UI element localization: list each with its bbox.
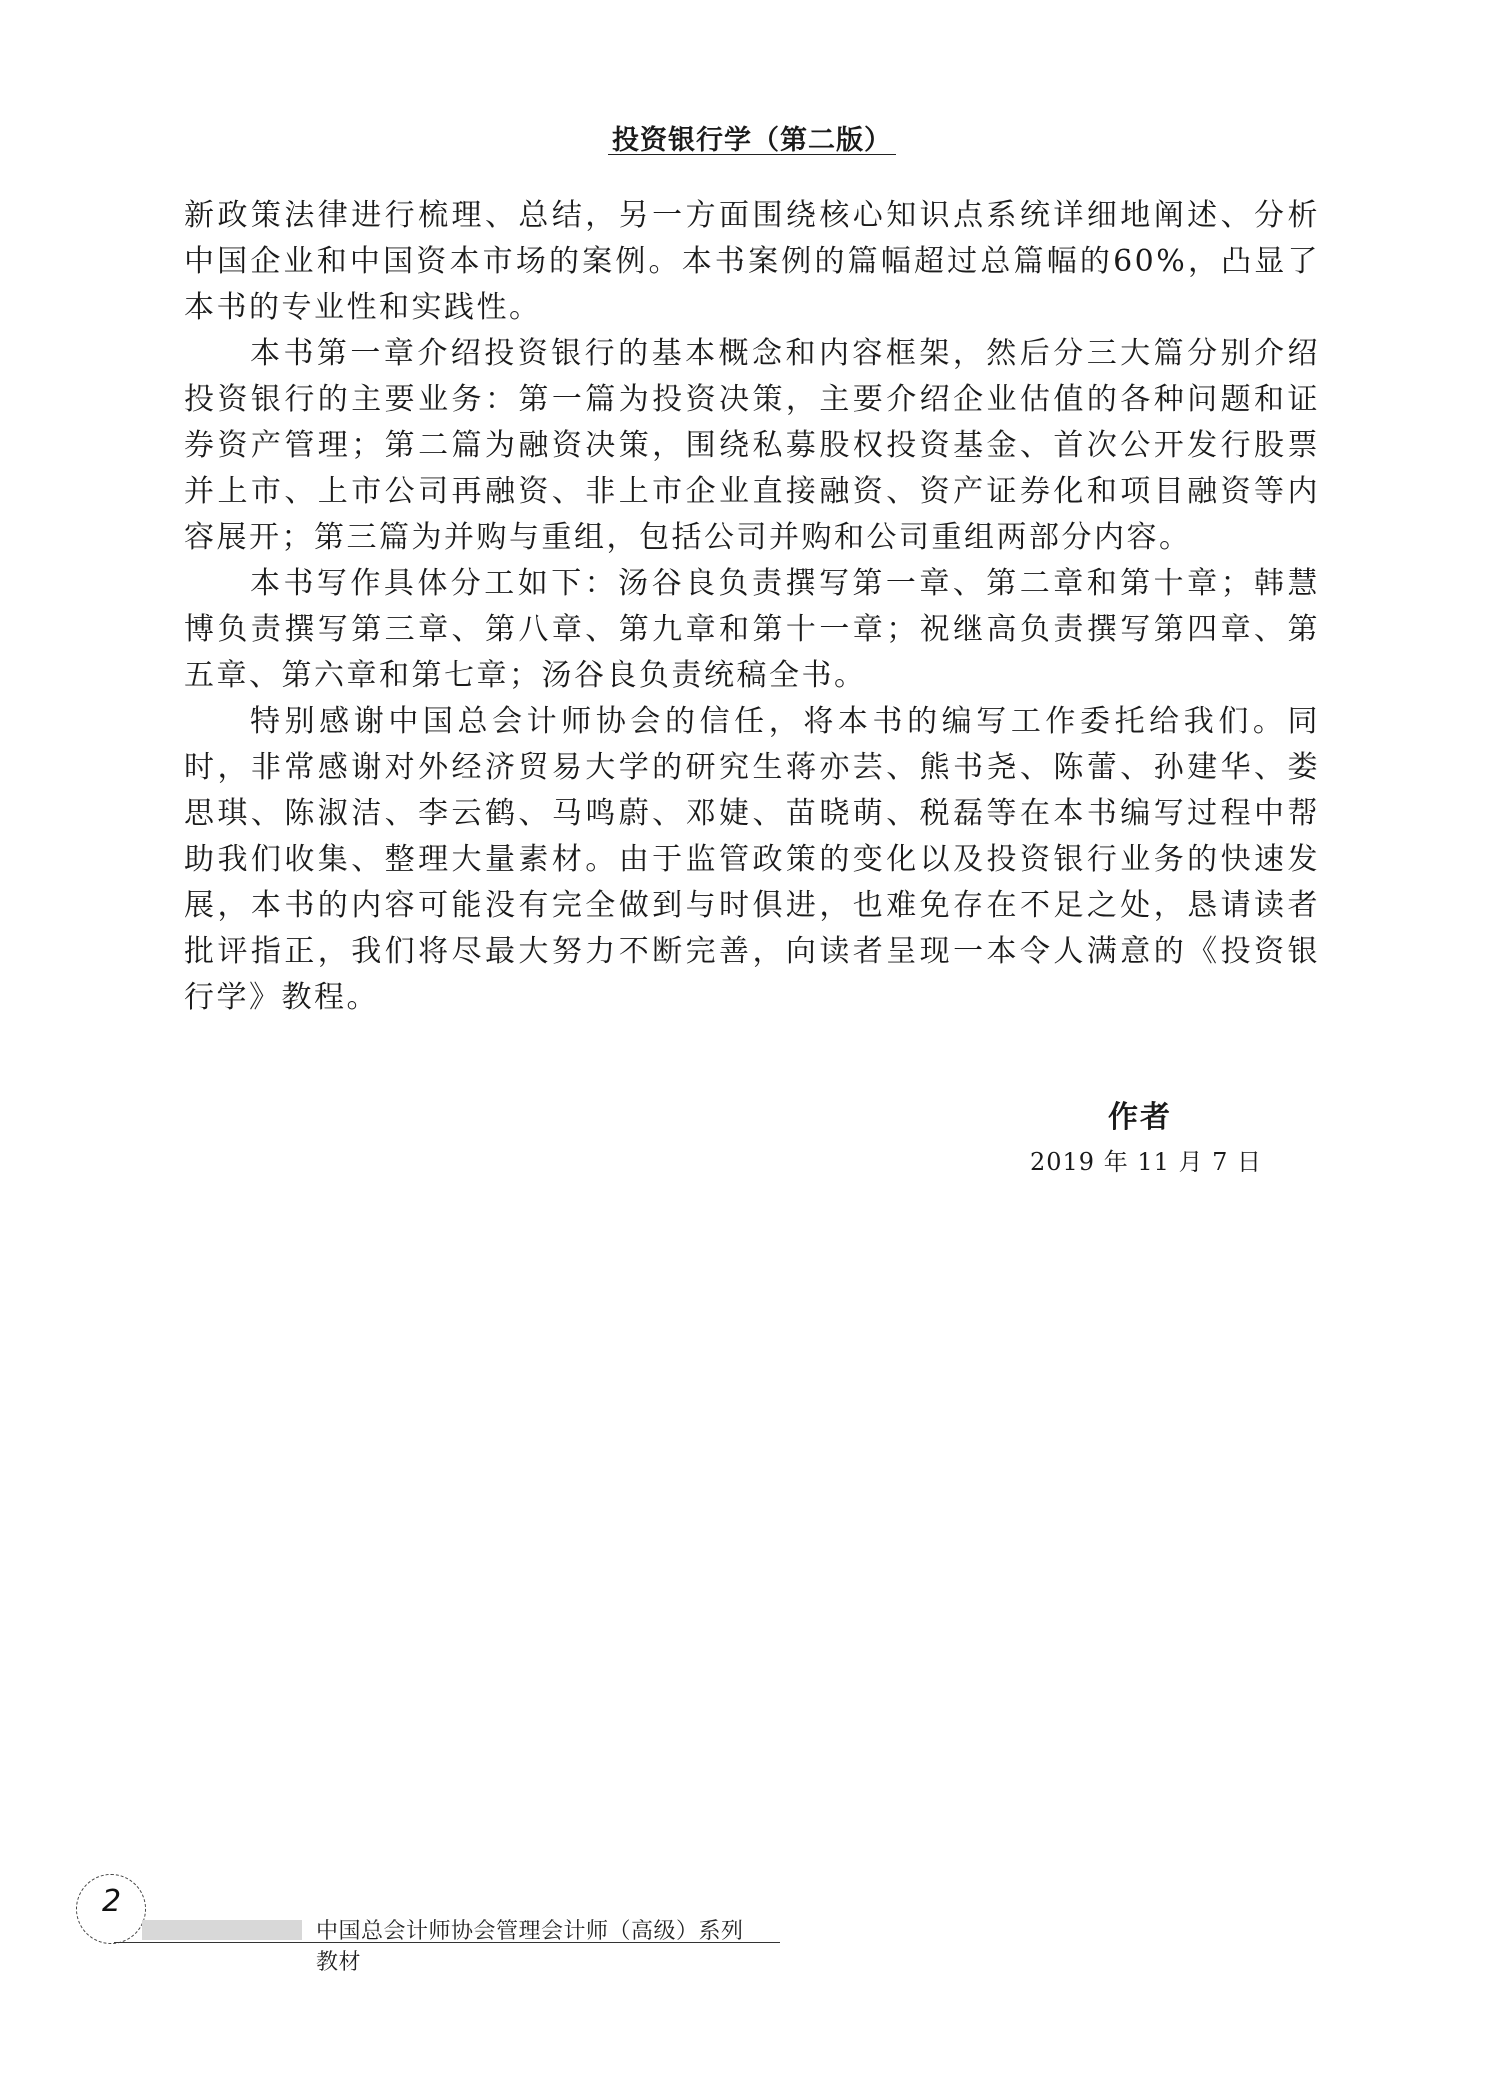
running-header-title: 投资银行学（第二版） [612, 125, 892, 156]
signature-author: 作者 [1108, 1100, 1172, 1135]
page-footer [70, 1866, 750, 1975]
signature-date: 2019 年 11 月 7 日 [1030, 1148, 1263, 1176]
footer-series-title: 中国总会计师协会管理会计师（高级）系列教材 [316, 1919, 744, 1975]
page-number: 2 [102, 1884, 122, 1919]
body-text [184, 193, 1320, 1021]
paragraph-4: 特别感谢中国总会计师协会的信任，将本书的编写工作委托给我们。同时，非常感谢对外经济贸易大学的研究生蒋亦芸、熊书尧、陈蕾、孙建华、娄思琪、陈淑洁、李云鹤、马鸣蔚、邓婕、苗晓萌、税磊等在本书编写过程中帮助我们收集、整理大量素材。由于监管政策的变化以及投资银行业务的快速发展，本书的内容可能没有完全做到与时俱进，也难免存在不足之处，恳请读者批评指正，我们将尽最大努力不断完善，向读者呈现一本令人满意的《投资银行学》教程。 [184, 704, 1320, 1015]
paragraph-3: 本书写作具体分工如下：汤谷良负责撰写第一章、第二章和第十章；韩慧博负责撰写第三章、第八章、第九章和第十一章；祝继高负责撰写第四章、第五章、第六章和第七章；汤谷良负责统稿全书。 [184, 566, 1320, 693]
paragraph-2: 本书第一章介绍投资银行的基本概念和内容框架，然后分三大篇分别介绍投资银行的主要业务：第一篇为投资决策，主要介绍企业估值的各种问题和证券资产管理；第二篇为融资决策，围绕私募股权投资基金、首次公开发行股票并上市、上市公司再融资、非上市企业直接融资、资产证券化和项目融资等内容展开；第三篇为并购与重组，包括公司并购和公司重组两部分内容。 [184, 336, 1320, 555]
paragraph-1: 新政策法律进行梳理、总结，另一方面围绕核心知识点系统详细地阐述、分析中国企业和中国资本市场的案例。本书案例的篇幅超过总篇幅的60%，凸显了本书的专业性和实践性。 [184, 198, 1320, 325]
footer-decorative-bar [142, 1920, 302, 1940]
header-underline [608, 154, 896, 155]
footer-rule [114, 1942, 780, 1943]
